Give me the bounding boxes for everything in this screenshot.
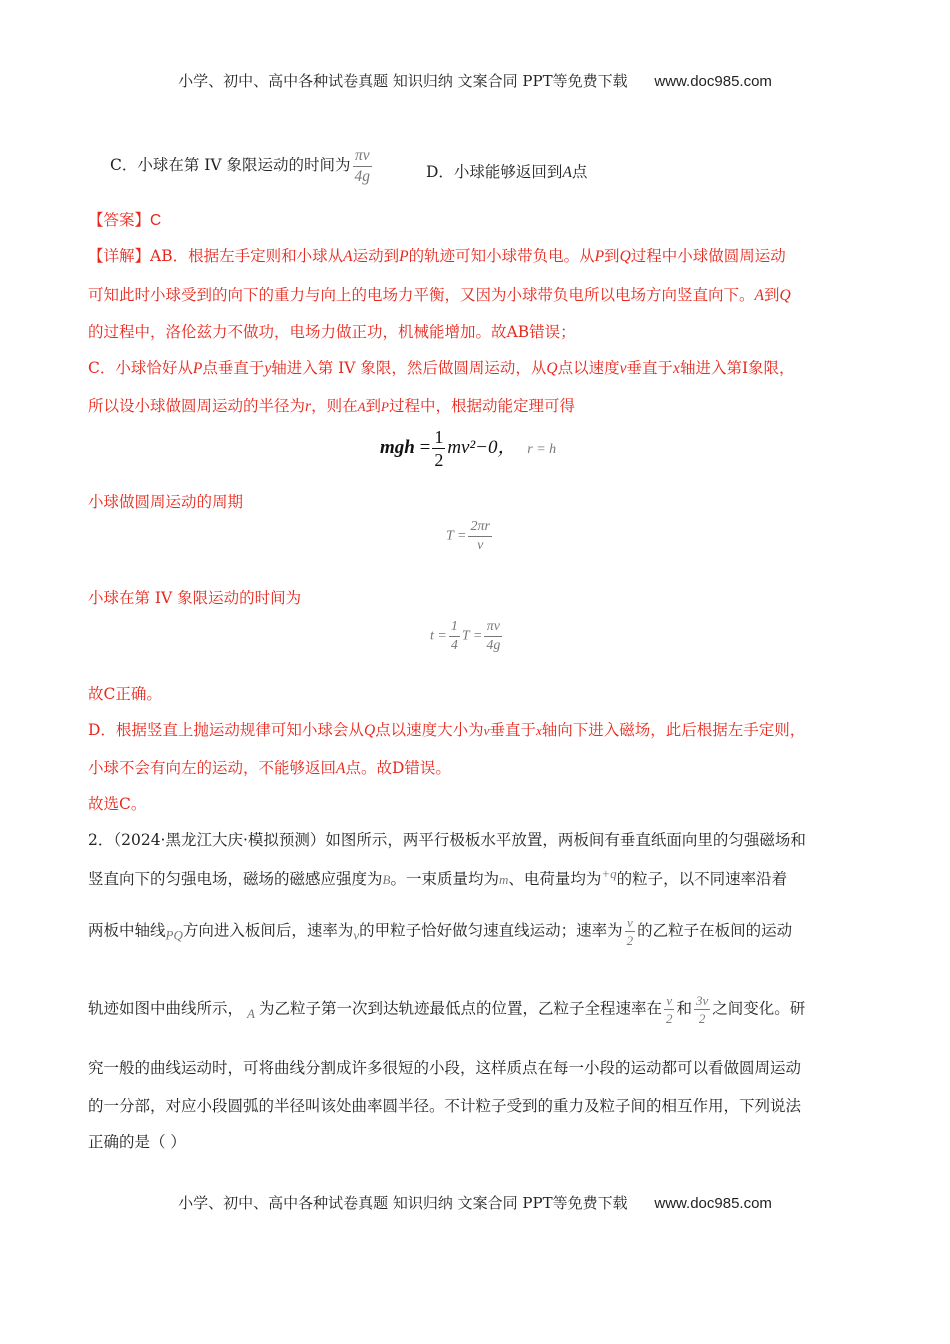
- final-answer: 故选C。: [88, 795, 147, 813]
- q2-line-4: 轨迹如图中曲线所示， $_A$ 为乙粒子第一次到达轨迹最低点的位置，乙粒子全程速率在 $\frac{v}{2}$ 和 $\frac{3v}{2}$ 之间变化。研: [88, 993, 806, 1026]
- equation-time: t = $\frac{1}{4}$ T = $\frac{\pi v}{4g}$: [430, 619, 501, 653]
- q2-line-5: 究一般的曲线运动时，可将曲线分割成许多很短的小段，这样质点在每一小段的运动都可以看做圆周运动: [88, 1059, 802, 1077]
- fraction: $\frac{\pi v}{4g}$: [354, 147, 371, 185]
- equation-period: T = $\frac{2\pi r}{v}$: [446, 519, 490, 553]
- explanation-line-5: 所以设小球做圆周运动的半径为r，则在A到P过程中，根据动能定理可得: [88, 397, 576, 415]
- footer-site-link[interactable]: www.doc985.com: [654, 1195, 772, 1212]
- explanation-line-1: 【详解】AB．根据左手定则和小球从A运动到P的轨迹可知小球带负电。从P到Q过程中小球做圆周运动: [88, 247, 786, 265]
- explanation-line-2: 可知此时小球受到的向下的重力与向上的电场力平衡，又因为小球带负电所以电场方向竖直向下。A到Q: [88, 286, 791, 304]
- answer-line: [88, 208, 161, 230]
- option-d: D．小球能够返回到A点: [426, 163, 588, 181]
- answer-value: C: [150, 212, 162, 229]
- q2-line-7: 正确的是（ ）: [88, 1133, 186, 1151]
- q2-line-2: 竖直向下的匀强电场，磁场的磁感应强度为B。一束质量均为m、电荷量均为$^{+q}$的粒子，以不同速率沿着: [88, 866, 788, 889]
- option-c: C．小球在第 IV 象限运动的时间为 $\frac{\pi v}{4g}$: [110, 147, 371, 185]
- c-correct: 故C正确。: [88, 685, 162, 703]
- q2-line-6: 的一分部，对应小段圆弧的半径叫该处曲率圆半径。不计粒子受到的重力及粒子间的相互作用，下列说法: [88, 1097, 802, 1115]
- page-header: [0, 70, 950, 91]
- explanation-line-3: 的过程中，洛伦兹力不做功，电场力做正功，机械能增加。故AB错误；: [88, 323, 576, 341]
- q2-line-3: 两板中轴线$_{PQ}$方向进入板间后，速率为$_v$的甲粒子恰好做匀速直线运动；速率为 $\frac{v}{2}$ 的乙粒子在板间的运动: [88, 915, 793, 948]
- q2-line-1: 2．（2024·黑龙江大庆·模拟预测）如图所示，两平行极板水平放置，两板间有垂直纸面向里的匀强磁场和: [88, 831, 806, 849]
- page-footer: [0, 1192, 950, 1213]
- footer-title: 小学、初中、高中各种试卷真题 知识归纳 文案合同 PPT等免费下载: [178, 1194, 628, 1212]
- explanation-d-line-1: D．根据竖直上抛运动规律可知小球会从Q点以速度大小为v垂直于x轴向下进入磁场，此后根据左手定则，: [88, 721, 806, 739]
- explanation-d-line-2: 小球不会有向左的运动，不能够返回A点。故D错误。: [88, 759, 451, 777]
- answer-label: 【答案】: [88, 211, 151, 229]
- explanation-line-4: C．小球恰好从P点垂直于y轴进入第 IV 象限，然后做圆周运动，从Q点以速度v垂直于x轴进入第Ⅰ象限，: [88, 359, 795, 377]
- header-title: 小学、初中、高中各种试卷真题 知识归纳 文案合同 PPT等免费下载: [178, 72, 628, 90]
- period-text: 小球做圆周运动的周期: [88, 493, 244, 511]
- equation-energy: mgh = $\frac{1}{2}$ mv²−0， r = h: [380, 427, 557, 470]
- time-text: 小球在第 IV 象限运动的时间为: [88, 589, 302, 607]
- header-site-link[interactable]: www.doc985.com: [654, 73, 772, 90]
